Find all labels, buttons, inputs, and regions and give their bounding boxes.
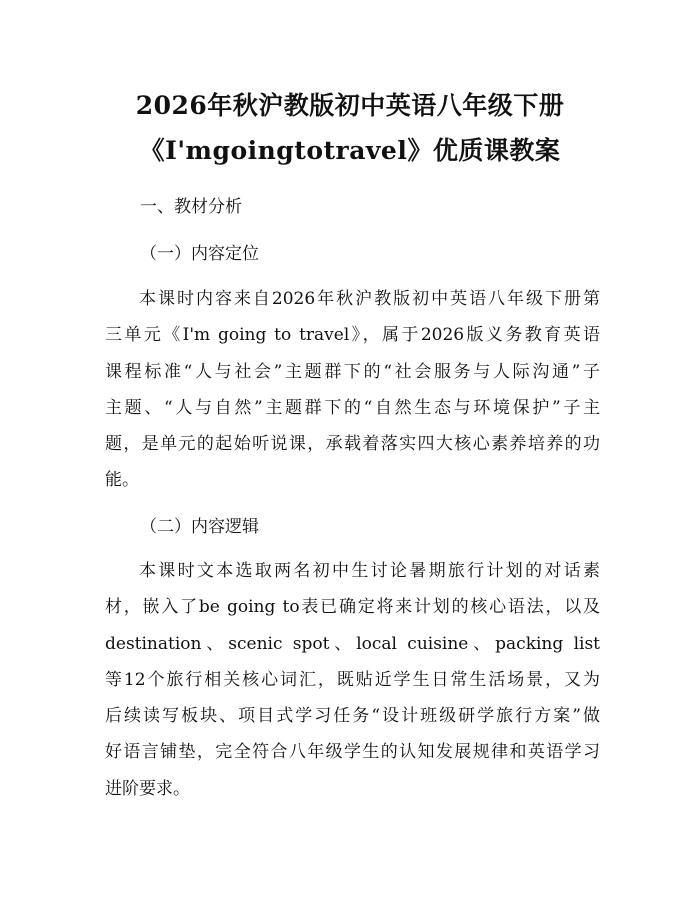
paragraph-line: 后续读写板块、项目式学习任务“设计班级研学旅行方案”做 [105, 706, 600, 727]
paragraph-line: 等12个旅行相关核心词汇，既贴近学生日常生活场景，又为 [105, 669, 600, 690]
paragraph-line: 本课时文本选取两名初中生讨论暑期旅行计划的对话素 [139, 561, 600, 581]
paragraph-line: 好语言铺垫，完全符合八年级学生的认知发展规律和英语学习 [105, 742, 600, 763]
paragraph-line: 三单元《I'm going to travel》，属于2026版义务教育英语 [105, 325, 600, 346]
paragraph-content-positioning [105, 281, 600, 499]
paragraph-line: 主题、“人与自然”主题群下的“自然生态与环境保护”子主 [105, 397, 600, 418]
paragraph-line: 题，是单元的起始听说课，承载着落实四大核心素养培养的功 [105, 434, 600, 455]
document-title-line-2: 《I'mgoingtotravel》优质课教案 [139, 136, 561, 165]
paragraph-line: 课程标准“人与社会”主题群下的“社会服务与人际沟通”子 [105, 361, 600, 382]
paragraph-content-logic [105, 553, 600, 807]
paragraph-line: 进阶要求。 [105, 778, 190, 799]
subsection-heading-content-logic: （二）内容逻辑 [140, 517, 259, 537]
paragraph-line: 能。 [105, 470, 139, 491]
section-heading-textbook-analysis: 一、教材分析 [140, 197, 242, 217]
document-title-line-1: 2026年秋沪教版初中英语八年级下册 [135, 91, 565, 120]
subsection-heading-content-positioning: （一）内容定位 [140, 244, 259, 264]
paragraph-line: 材，嵌入了be going to表已确定将来计划的核心语法，以及 [105, 597, 600, 618]
paragraph-line: destination、scenic spot、local cuisine、packing list [105, 633, 600, 654]
paragraph-line: 本课时内容来自2026年秋沪教版初中英语八年级下册第 [139, 289, 600, 309]
